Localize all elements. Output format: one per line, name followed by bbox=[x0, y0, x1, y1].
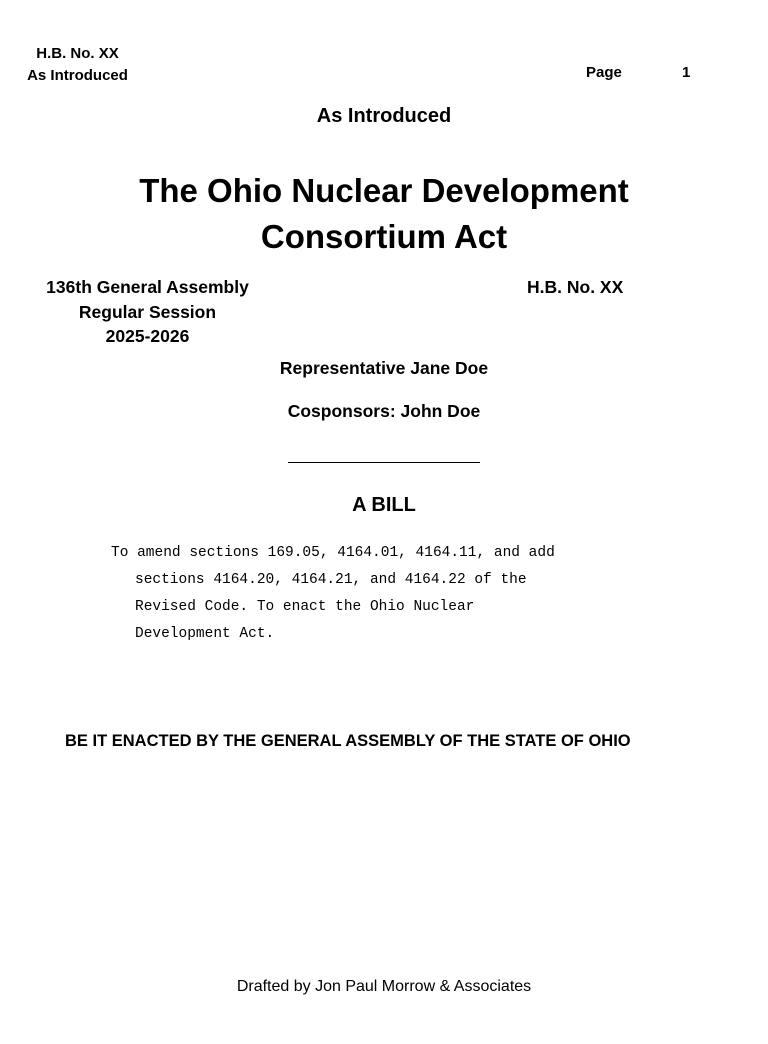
page-label: Page bbox=[586, 64, 622, 81]
header-version: As Introduced bbox=[27, 67, 128, 84]
page-number: 1 bbox=[682, 64, 691, 81]
drafted-by-footer: Drafted by Jon Paul Morrow & Associates bbox=[236, 978, 532, 995]
bill-title bbox=[84, 168, 684, 260]
bill-title-line-1: The Ohio Nuclear Development bbox=[139, 172, 629, 209]
header-bill-info bbox=[0, 43, 155, 87]
enacting-clause: BE IT ENACTED BY THE GENERAL ASSEMBLY OF THE STATE OF OHIO bbox=[65, 732, 631, 750]
session-years: 2025-2026 bbox=[105, 326, 190, 346]
bill-number: H.B. No. XX bbox=[527, 277, 624, 297]
cosponsors: Cosponsors: John Doe bbox=[287, 401, 481, 421]
bill-heading: A BILL bbox=[352, 494, 416, 516]
assembly-name: 136th General Assembly bbox=[46, 277, 249, 297]
assembly-info bbox=[20, 275, 275, 349]
bill-status: As Introduced bbox=[316, 105, 452, 127]
session-name: Regular Session bbox=[78, 301, 217, 322]
sponsor: Representative Jane Doe bbox=[279, 358, 489, 378]
bill-title-line-2: Consortium Act bbox=[260, 218, 508, 255]
header-bill-number: H.B. No. XX bbox=[36, 45, 119, 62]
divider-line bbox=[288, 462, 480, 463]
bill-purpose: To amend sections 169.05, 4164.01, 4164.11, and add sections 4164.20, 4164.21, and 4164.22 of the Revised Code. To enact the Ohio Nuclear Development Act. bbox=[111, 545, 555, 642]
